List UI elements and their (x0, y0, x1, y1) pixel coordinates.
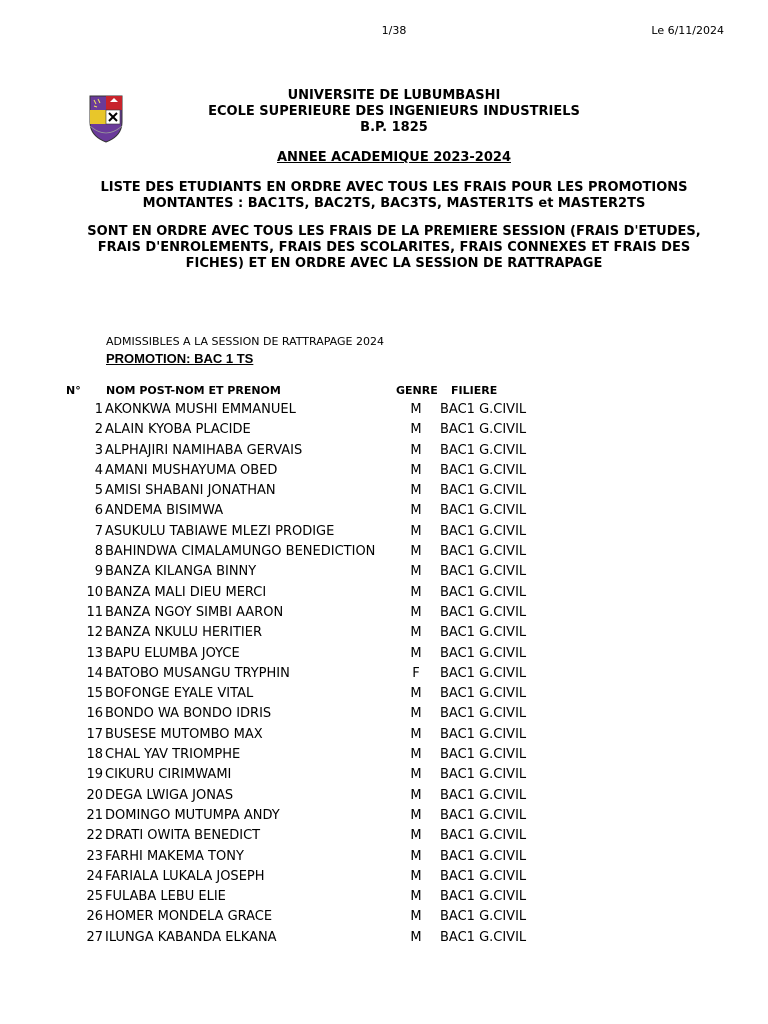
column-header-number: N° (66, 384, 81, 397)
student-name: BATOBO MUSANGU TRYPHIN (105, 665, 290, 681)
table-row (0, 562, 768, 582)
row-number: 3 (94, 442, 103, 458)
student-name: ANDEMA BISIMWA (105, 503, 224, 519)
table-row (0, 501, 768, 521)
student-genre: M (410, 604, 422, 620)
table-row (0, 603, 768, 623)
table-row (0, 826, 768, 846)
row-number: 24 (86, 868, 103, 884)
student-name: CIKURU CIRIMWAMI (105, 767, 232, 783)
admissibles-label: ADMISSIBLES A LA SESSION DE RATTRAPAGE 2024 (106, 335, 384, 348)
student-genre: M (410, 584, 422, 600)
row-number: 4 (94, 462, 103, 478)
student-table (0, 400, 768, 948)
student-filiere: BAC1 G.CIVIL (440, 889, 527, 905)
row-number: 26 (86, 909, 103, 925)
table-row (0, 481, 768, 501)
student-name: BAPU ELUMBA JOYCE (105, 645, 240, 661)
student-genre: M (410, 523, 422, 539)
student-filiere: BAC1 G.CIVIL (440, 462, 527, 478)
row-number: 27 (86, 929, 103, 945)
academic-year: ANNEE ACADEMIQUE 2023-2024 (277, 150, 511, 165)
row-number: 10 (86, 584, 103, 600)
student-genre: M (410, 483, 422, 499)
student-genre: M (410, 828, 422, 844)
student-filiere: BAC1 G.CIVIL (440, 584, 527, 600)
table-row (0, 684, 768, 704)
student-genre: F (412, 665, 420, 681)
student-genre: M (410, 645, 422, 661)
table-row (0, 745, 768, 765)
row-number: 12 (86, 625, 103, 641)
student-name: CHAL YAV TRIOMPHE (105, 747, 241, 763)
student-filiere: BAC1 G.CIVIL (440, 625, 527, 641)
student-genre: M (410, 807, 422, 823)
student-genre: M (410, 402, 422, 417)
student-genre: M (410, 686, 422, 702)
student-name: FULABA LEBU ELIE (105, 889, 226, 905)
row-number: 2 (94, 422, 103, 438)
student-name: AMISI SHABANI JONATHAN (105, 483, 276, 499)
student-filiere: BAC1 G.CIVIL (440, 645, 527, 661)
row-number: 7 (94, 523, 103, 539)
student-name: HOMER MONDELA GRACE (105, 909, 273, 925)
table-row (0, 806, 768, 826)
student-name: FARHI MAKEMA TONY (105, 848, 244, 864)
table-row (0, 522, 768, 542)
student-name: BANZA KILANGA BINNY (105, 564, 257, 580)
table-row (0, 623, 768, 643)
student-name: BOFONGE EYALE VITAL (105, 686, 254, 702)
student-genre: M (410, 767, 422, 783)
student-genre: M (410, 787, 422, 803)
student-filiere: BAC1 G.CIVIL (440, 726, 527, 742)
student-filiere: BAC1 G.CIVIL (440, 665, 527, 681)
student-name: BANZA MALI DIEU MERCI (105, 584, 267, 600)
student-name: FARIALA LUKALA JOSEPH (105, 868, 265, 884)
student-filiere: BAC1 G.CIVIL (440, 544, 527, 560)
student-genre: M (410, 544, 422, 560)
row-number: 8 (94, 544, 103, 560)
student-filiere: BAC1 G.CIVIL (440, 564, 527, 580)
table-row (0, 847, 768, 867)
row-number: 21 (86, 807, 103, 823)
student-name: DEGA LWIGA JONAS (105, 787, 234, 803)
student-filiere: BAC1 G.CIVIL (440, 422, 527, 438)
fees-description: SONT EN ORDRE AVEC TOUS LES FRAIS DE LA PREMIERE SESSION (FRAIS D'ETUDES, FRAIS D'ENROLEMENTS, FRAIS DES SCOLARITES, FRAIS CONNEXES ET FRAIS DES FICHES) ET EN ORDRE AVEC LA SESSION DE RATTRAPAGE (87, 224, 701, 271)
row-number: 16 (86, 706, 103, 722)
table-row (0, 420, 768, 440)
table-row (0, 887, 768, 907)
student-genre: M (410, 889, 422, 905)
row-number: 18 (86, 747, 103, 763)
table-row (0, 644, 768, 664)
po-box: B.P. 1825 (360, 120, 428, 135)
student-filiere: BAC1 G.CIVIL (440, 929, 527, 945)
column-header-name: NOM POST-NOM ET PRENOM (106, 384, 281, 397)
row-number: 17 (86, 726, 103, 742)
list-description: LISTE DES ETUDIANTS EN ORDRE AVEC TOUS LES FRAIS POUR LES PROMOTIONS MONTANTES : BAC1TS, BAC2TS, BAC3TS, MASTER1TS et MASTER2TS (100, 180, 688, 211)
student-filiere: BAC1 G.CIVIL (440, 402, 527, 417)
student-filiere: BAC1 G.CIVIL (440, 503, 527, 519)
student-genre: M (410, 503, 422, 519)
student-filiere: BAC1 G.CIVIL (440, 787, 527, 803)
table-row (0, 583, 768, 603)
student-name: BANZA NKULU HERITIER (105, 625, 263, 641)
student-filiere: BAC1 G.CIVIL (440, 604, 527, 620)
table-row (0, 928, 768, 948)
student-genre: M (410, 442, 422, 458)
table-row (0, 400, 768, 420)
row-number: 14 (86, 665, 103, 681)
table-row (0, 461, 768, 481)
university-name: UNIVERSITE DE LUBUMBASHI (287, 88, 501, 103)
table-row (0, 704, 768, 724)
student-filiere: BAC1 G.CIVIL (440, 828, 527, 844)
student-filiere: BAC1 G.CIVIL (440, 442, 527, 458)
row-number: 11 (86, 604, 103, 620)
table-row (0, 542, 768, 562)
student-name: ASUKULU TABIAWE MLEZI PRODIGE (105, 523, 335, 539)
table-row (0, 907, 768, 927)
row-number: 9 (94, 564, 103, 580)
student-name: BAHINDWA CIMALAMUNGO BENEDICTION (105, 544, 376, 560)
row-number: 15 (86, 686, 103, 702)
student-name: DOMINGO MUTUMPA ANDY (105, 807, 280, 823)
school-name: ECOLE SUPERIEURE DES INGENIEURS INDUSTRIELS (208, 104, 580, 119)
student-filiere: BAC1 G.CIVIL (440, 523, 527, 539)
promotion-title: PROMOTION: BAC 1 TS (106, 351, 254, 366)
student-filiere: BAC1 G.CIVIL (440, 747, 527, 763)
student-name: ALPHAJIRI NAMIHABA GERVAIS (105, 442, 303, 458)
table-row (0, 786, 768, 806)
student-filiere: BAC1 G.CIVIL (440, 686, 527, 702)
student-name: DRATI OWITA BENEDICT (105, 828, 261, 844)
row-number: 20 (86, 787, 103, 803)
student-genre: M (410, 564, 422, 580)
student-name: BUSESE MUTOMBO MAX (105, 726, 263, 742)
row-number: 25 (86, 889, 103, 905)
student-genre: M (410, 462, 422, 478)
student-filiere: BAC1 G.CIVIL (440, 767, 527, 783)
row-number: 6 (94, 503, 103, 519)
column-header-filiere: FILIERE (451, 384, 498, 397)
student-genre: M (410, 848, 422, 864)
student-filiere: BAC1 G.CIVIL (440, 909, 527, 925)
row-number: 13 (86, 645, 103, 661)
student-name: ILUNGA KABANDA ELKANA (105, 929, 277, 945)
student-name: ALAIN KYOBA PLACIDE (105, 422, 251, 438)
student-name: BONDO WA BONDO IDRIS (105, 706, 272, 722)
table-row (0, 867, 768, 887)
header-block (0, 88, 768, 136)
student-filiere: BAC1 G.CIVIL (440, 807, 527, 823)
student-genre: M (410, 726, 422, 742)
row-number: 1 (94, 402, 103, 417)
student-filiere: BAC1 G.CIVIL (440, 706, 527, 722)
student-genre: M (410, 868, 422, 884)
student-name: BANZA NGOY SIMBI AARON (105, 604, 284, 620)
student-filiere: BAC1 G.CIVIL (440, 483, 527, 499)
row-number: 19 (86, 767, 103, 783)
table-row (0, 441, 768, 461)
row-number: 5 (94, 483, 103, 499)
student-name: AMANI MUSHAYUMA OBED (105, 462, 278, 478)
table-row (0, 664, 768, 684)
student-genre: M (410, 422, 422, 438)
student-genre: M (410, 929, 422, 945)
page-number: 1/38 (381, 24, 407, 37)
student-genre: M (410, 625, 422, 641)
student-filiere: BAC1 G.CIVIL (440, 848, 527, 864)
table-row (0, 765, 768, 785)
student-genre: M (410, 909, 422, 925)
student-name: AKONKWA MUSHI EMMANUEL (105, 402, 296, 417)
column-header-genre: GENRE (396, 384, 438, 397)
table-row (0, 725, 768, 745)
student-genre: M (410, 706, 422, 722)
row-number: 22 (86, 828, 103, 844)
row-number: 23 (86, 848, 103, 864)
student-filiere: BAC1 G.CIVIL (440, 868, 527, 884)
student-genre: M (410, 747, 422, 763)
document-date: Le 6/11/2024 (651, 24, 724, 37)
